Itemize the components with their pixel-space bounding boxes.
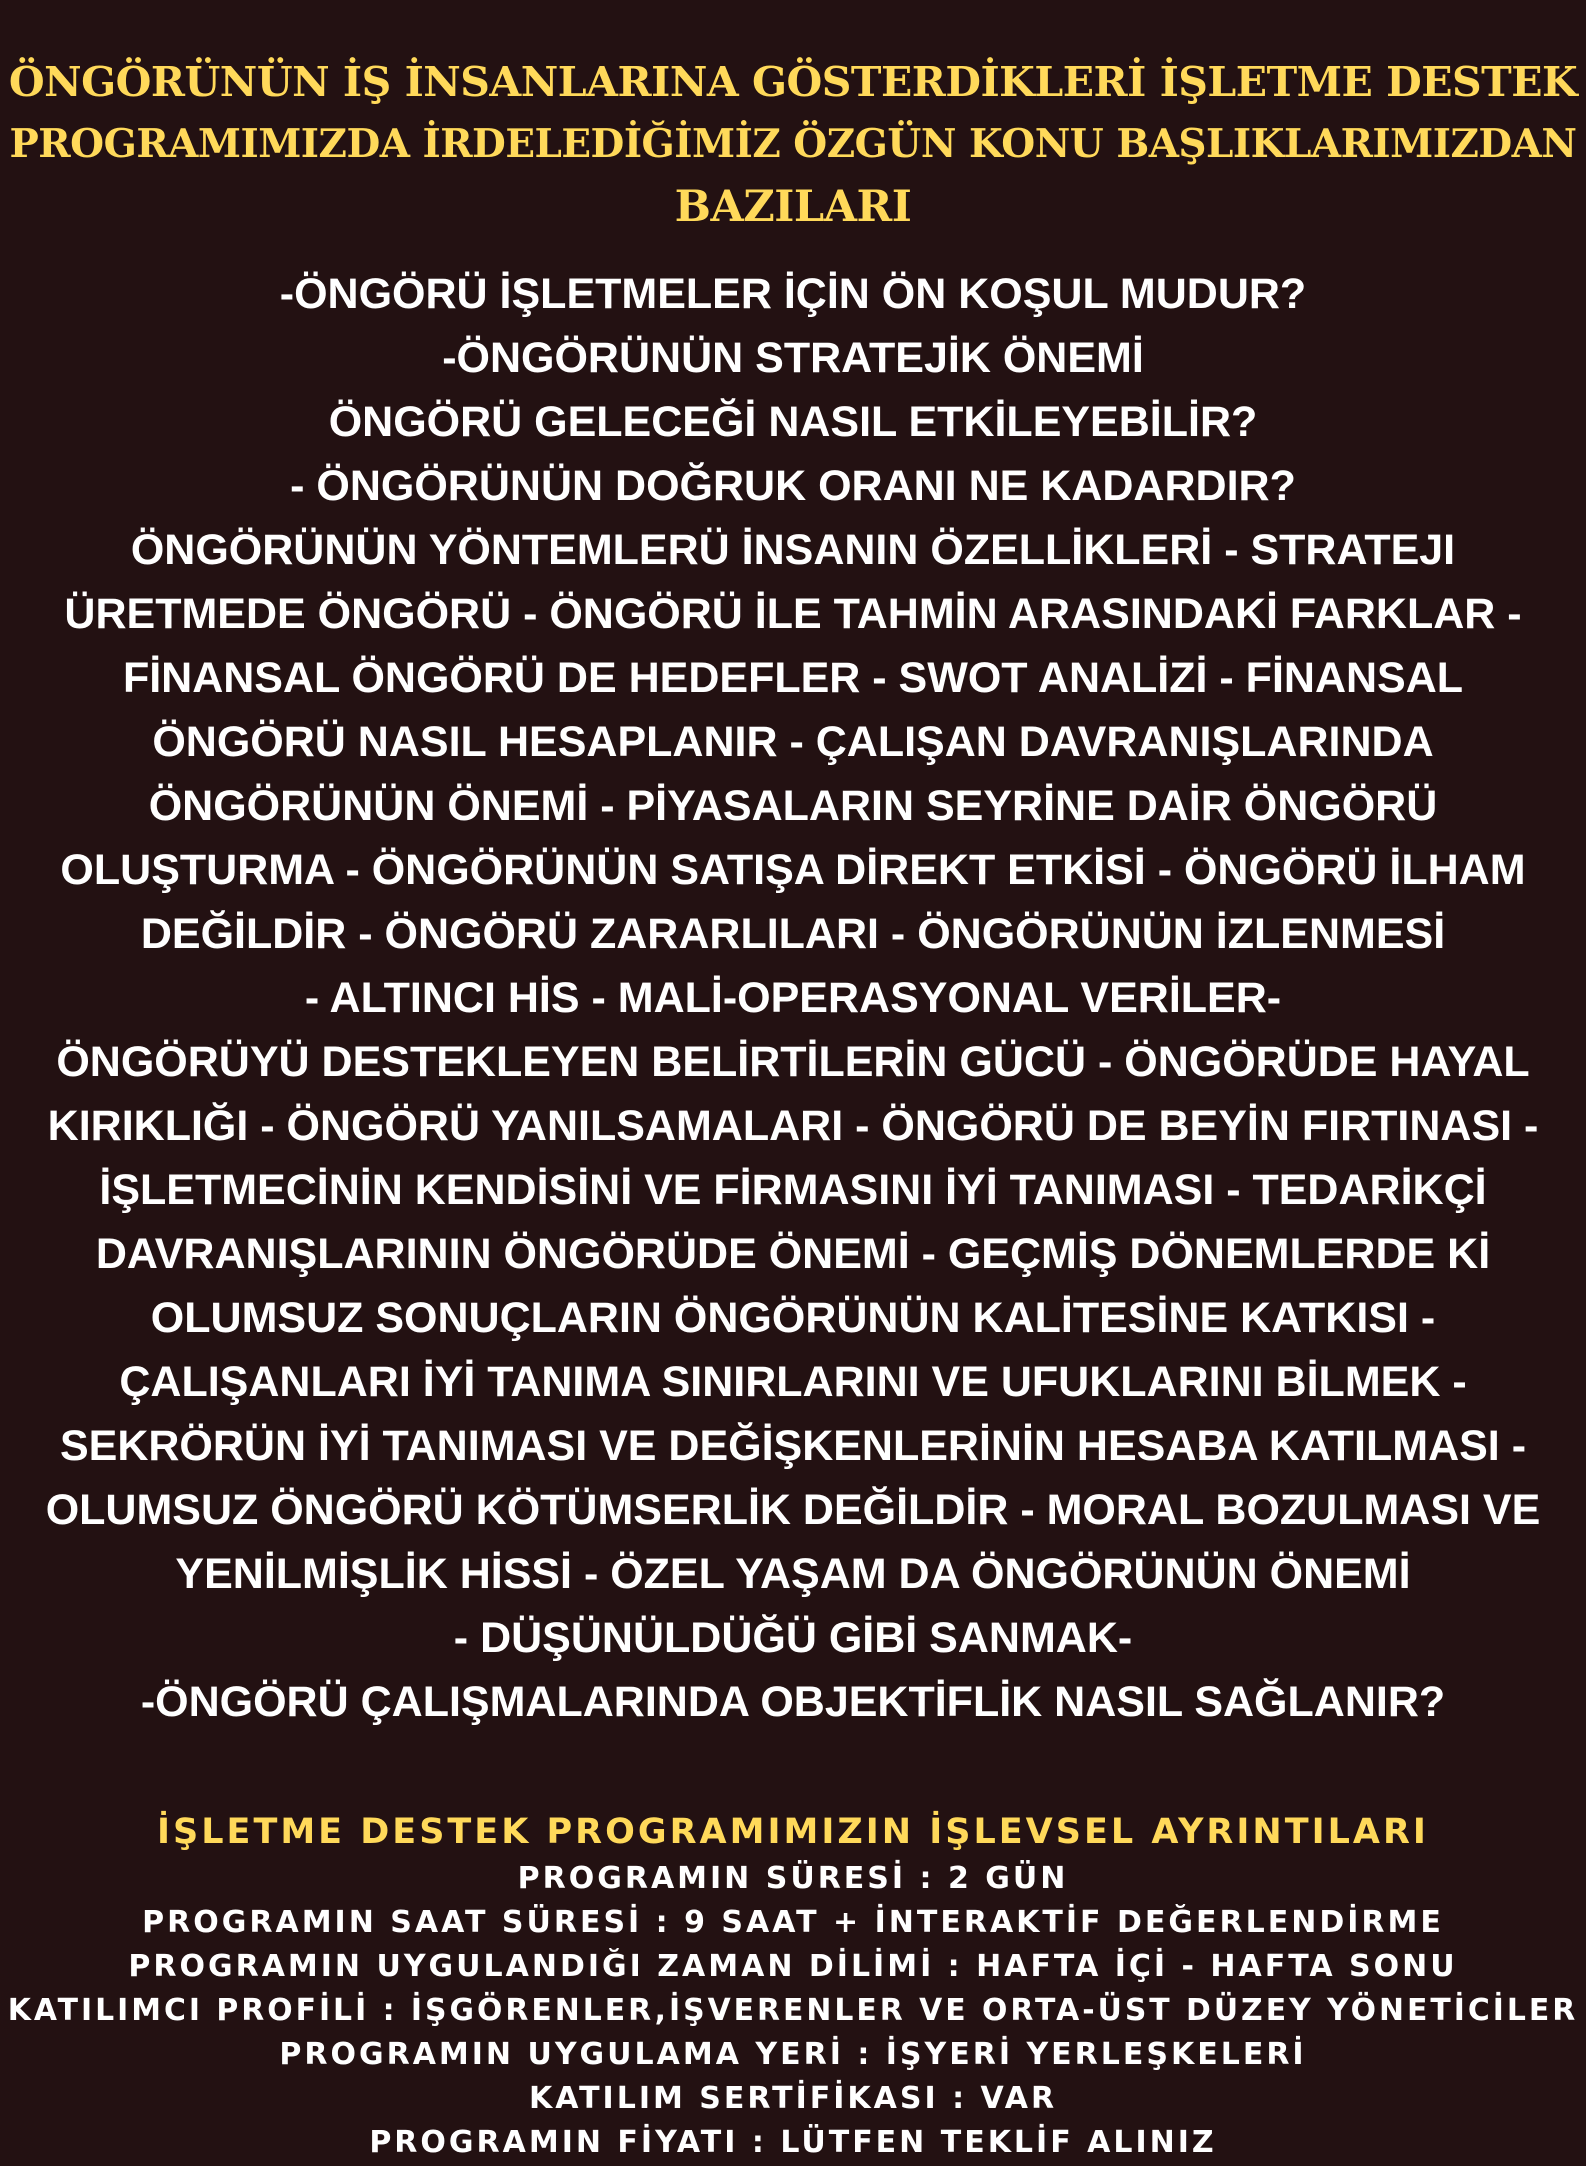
topic-line: ÖNGÖRÜYÜ DESTEKLEYEN BELİRTİLERİN GÜCÜ - ÖNGÖRÜDE HAYAL — [56, 1038, 1530, 1086]
topic-line: İŞLETMECİNİN KENDİSİNİ VE FİRMASINI İYİ TANIMASI - TEDARİKÇİ — [99, 1166, 1487, 1214]
title-line: BAZILARI — [674, 182, 912, 232]
detail-hours: PROGRAMIN SAAT SÜRESİ : 9 SAAT + İNTERAKTİF DEĞERLENDİRME — [142, 1905, 1444, 1940]
topic-line: ÖNGÖRÜ GELECEĞİ NASIL ETKİLEYEBİLİR? — [328, 398, 1258, 446]
topic-line: -ÖNGÖRÜNÜN STRATEJİK ÖNEMİ — [442, 334, 1144, 382]
topic-line: - ALTINCI HİS - MALİ-OPERASYONAL VERİLER- — [304, 974, 1282, 1022]
topic-list — [0, 262, 1586, 1734]
topic-line: -ÖNGÖRÜ İŞLETMELER İÇİN ÖN KOŞUL MUDUR? — [279, 270, 1307, 318]
detail-time-slot: PROGRAMIN UYGULANDIĞI ZAMAN DİLİMİ : HAFTA İÇİ - HAFTA SONU — [128, 1949, 1458, 1984]
topic-line: ÖNGÖRÜ NASIL HESAPLANIR - ÇALIŞAN DAVRANIŞLARINDA — [152, 718, 1434, 766]
topic-line: KIRIKLIĞI - ÖNGÖRÜ YANILSAMALARI - ÖNGÖRÜ DE BEYİN FIRTINASI - — [47, 1102, 1539, 1150]
topic-line: OLUMSUZ SONUÇLARIN ÖNGÖRÜNÜN KALİTESİNE KATKISI - — [150, 1294, 1436, 1342]
detail-price: PROGRAMIN FİYATI : LÜTFEN TEKLİF ALINIZ — [369, 2125, 1217, 2160]
title-line: ÖNGÖRÜNÜN İŞ İNSANLARINA GÖSTERDİKLERİ İŞLETME DESTEK — [8, 57, 1578, 106]
topic-line: SEKRÖRÜN İYİ TANIMASI VE DEĞİŞKENLERİNİN HESABA KATILMASI - — [59, 1422, 1527, 1470]
topic-line: ÇALIŞANLARI İYİ TANIMA SINIRLARINI VE UFUKLARINI BİLMEK - — [119, 1358, 1467, 1406]
topic-line: OLUMSUZ ÖNGÖRÜ KÖTÜMSERLİK DEĞİLDİR - MORAL BOZULMASI VE — [45, 1486, 1541, 1534]
topic-line: -ÖNGÖRÜ ÇALIŞMALARINDA OBJEKTİFLİK NASIL SAĞLANIR? — [140, 1678, 1446, 1726]
detail-duration: PROGRAMIN SÜRESİ : 2 GÜN — [517, 1861, 1069, 1896]
details-list — [0, 1857, 1586, 2165]
topic-line: - ÖNGÖRÜNÜN DOĞRUK ORANI NE KADARDIR? — [290, 462, 1296, 510]
detail-venue: PROGRAMIN UYGULAMA YERİ : İŞYERİ YERLEŞKELERİ — [279, 2037, 1307, 2072]
detail-certificate: KATILIM SERTİFİKASI : VAR — [528, 2081, 1058, 2116]
title-line: PROGRAMIMIZDA İRDELEDİĞİMİZ ÖZGÜN KONU BAŞLIKLARIMIZDAN — [9, 121, 1577, 167]
detail-participant-profile: KATILIMCI PROFİLİ : İŞGÖRENLER,İŞVERENLER VE ORTA-ÜST DÜZEY YÖNETİCİLER — [7, 1993, 1579, 2028]
topic-line: ÜRETMEDE ÖNGÖRÜ - ÖNGÖRÜ İLE TAHMİN ARASINDAKİ FARKLAR - — [64, 590, 1522, 638]
topic-line: ÖNGÖRÜNÜN YÖNTEMLERÜ İNSANIN ÖZELLİKLERİ - STRATEJI — [130, 526, 1456, 574]
topic-line: YENİLMİŞLİK HİSSİ - ÖZEL YAŞAM DA ÖNGÖRÜNÜN ÖNEMİ — [175, 1550, 1411, 1598]
topic-line: OLUŞTURMA - ÖNGÖRÜNÜN SATIŞA DİREKT ETKİSİ - ÖNGÖRÜ İLHAM — [60, 846, 1526, 894]
topic-line: DEĞİLDİR - ÖNGÖRÜ ZARARLILARI - ÖNGÖRÜNÜN İZLENMESİ — [140, 910, 1446, 958]
details-heading: İŞLETME DESTEK PROGRAMIMIZIN İŞLEVSEL AYRINTILARI — [157, 1812, 1429, 1852]
topic-line: FİNANSAL ÖNGÖRÜ DE HEDEFLER - SWOT ANALİZİ - FİNANSAL — [122, 654, 1464, 702]
topic-line: DAVRANIŞLARININ ÖNGÖRÜDE ÖNEMİ - GEÇMİŞ DÖNEMLERDE Kİ — [95, 1230, 1491, 1278]
topic-line: ÖNGÖRÜNÜN ÖNEMİ - PİYASALARIN SEYRİNE DAİR ÖNGÖRÜ — [148, 782, 1438, 830]
topic-line: - DÜŞÜNÜLDÜĞÜ GİBİ SANMAK- — [453, 1614, 1133, 1662]
page-title — [0, 50, 1586, 239]
